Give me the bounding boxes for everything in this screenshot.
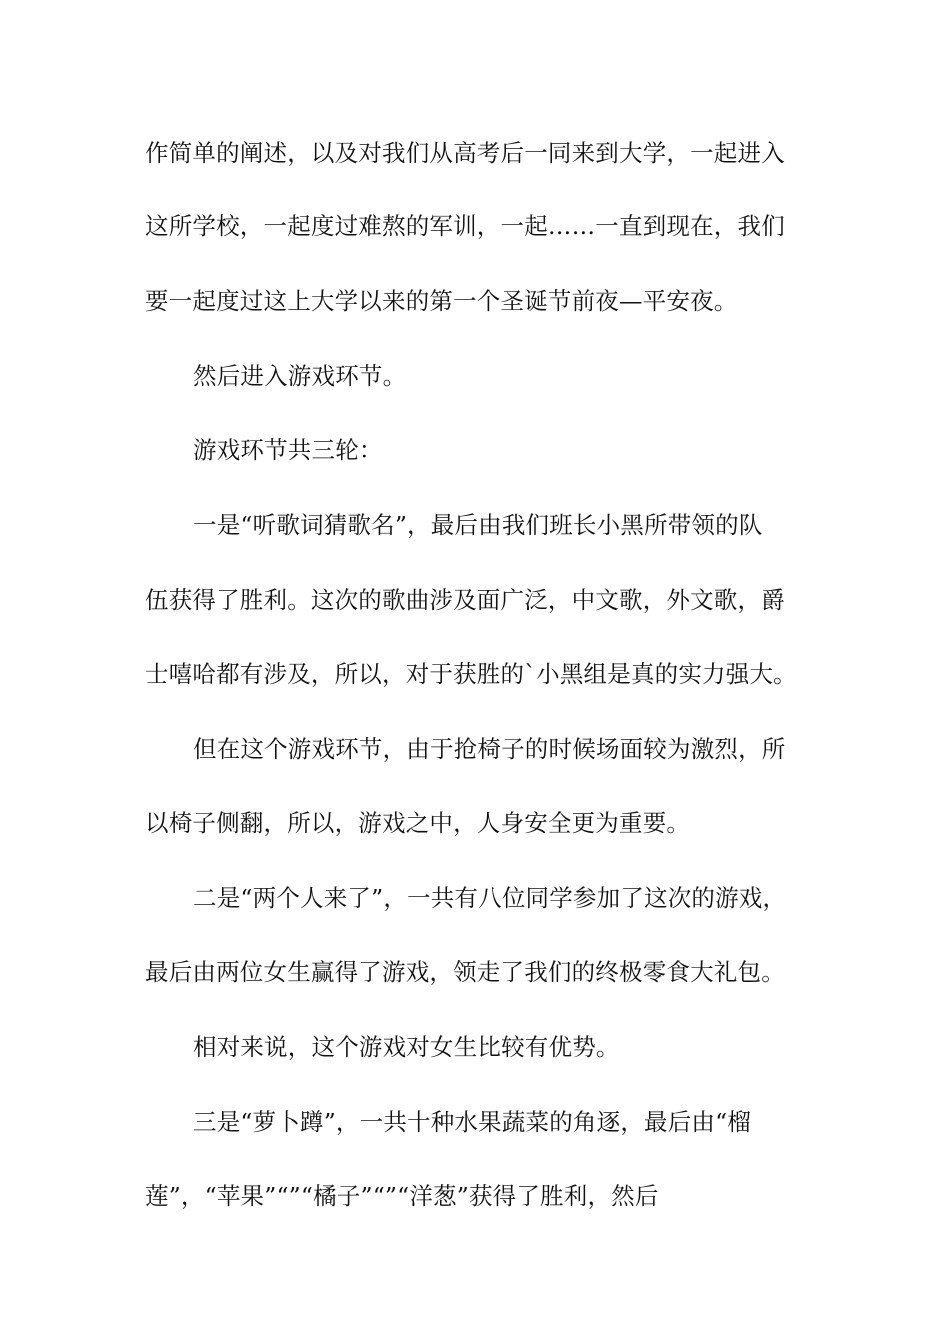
paragraph-line: 莲”，“苹果”“”“橘子”“”“洋葱”获得了胜利，然后 bbox=[145, 1182, 659, 1210]
paragraph-line: 一是“听歌词猜歌名”，最后由我们班长小黑所带领的队 bbox=[193, 511, 763, 539]
paragraph-line: 三是“萝卜蹲”，一共十种水果蔬菜的角逐，最后由“榴 bbox=[193, 1108, 752, 1136]
paragraph-line: 作简单的阐述，以及对我们从高考后一同来到大学，一起进入 bbox=[145, 139, 785, 167]
paragraph-line: 这所学校，一起度过难熬的军训，一起……一直到现在，我们 bbox=[145, 212, 785, 240]
paragraph-line: 然后进入游戏环节。 bbox=[193, 362, 407, 390]
paragraph-line: 相对来说，这个游戏对女生比较有优势。 bbox=[193, 1033, 620, 1061]
paragraph-line: 以椅子侧翻，所以，游戏之中，人身安全更为重要。 bbox=[145, 809, 691, 837]
paragraph-line: 但在这个游戏环节，由于抢椅子的时候场面较为激烈，所 bbox=[193, 735, 786, 763]
paragraph-line: 士嘻哈都有涉及，所以，对于获胜的`小黑组是真的实力强大。 bbox=[145, 660, 797, 688]
paragraph-line: 要一起度过这上大学以来的第一个圣诞节前夜—平安夜。 bbox=[145, 287, 738, 315]
paragraph-line: 二是“两个人来了”，一共有八位同学参加了这次的游戏， bbox=[193, 884, 787, 912]
paragraph-line: 伍获得了胜利。这次的歌曲涉及面广泛，中文歌，外文歌，爵 bbox=[145, 586, 785, 614]
paragraph-line: 游戏环节共三轮： bbox=[193, 436, 383, 464]
paragraph-line: 最后由两位女生赢得了游戏，领走了我们的终极零食大礼包。 bbox=[145, 958, 785, 986]
